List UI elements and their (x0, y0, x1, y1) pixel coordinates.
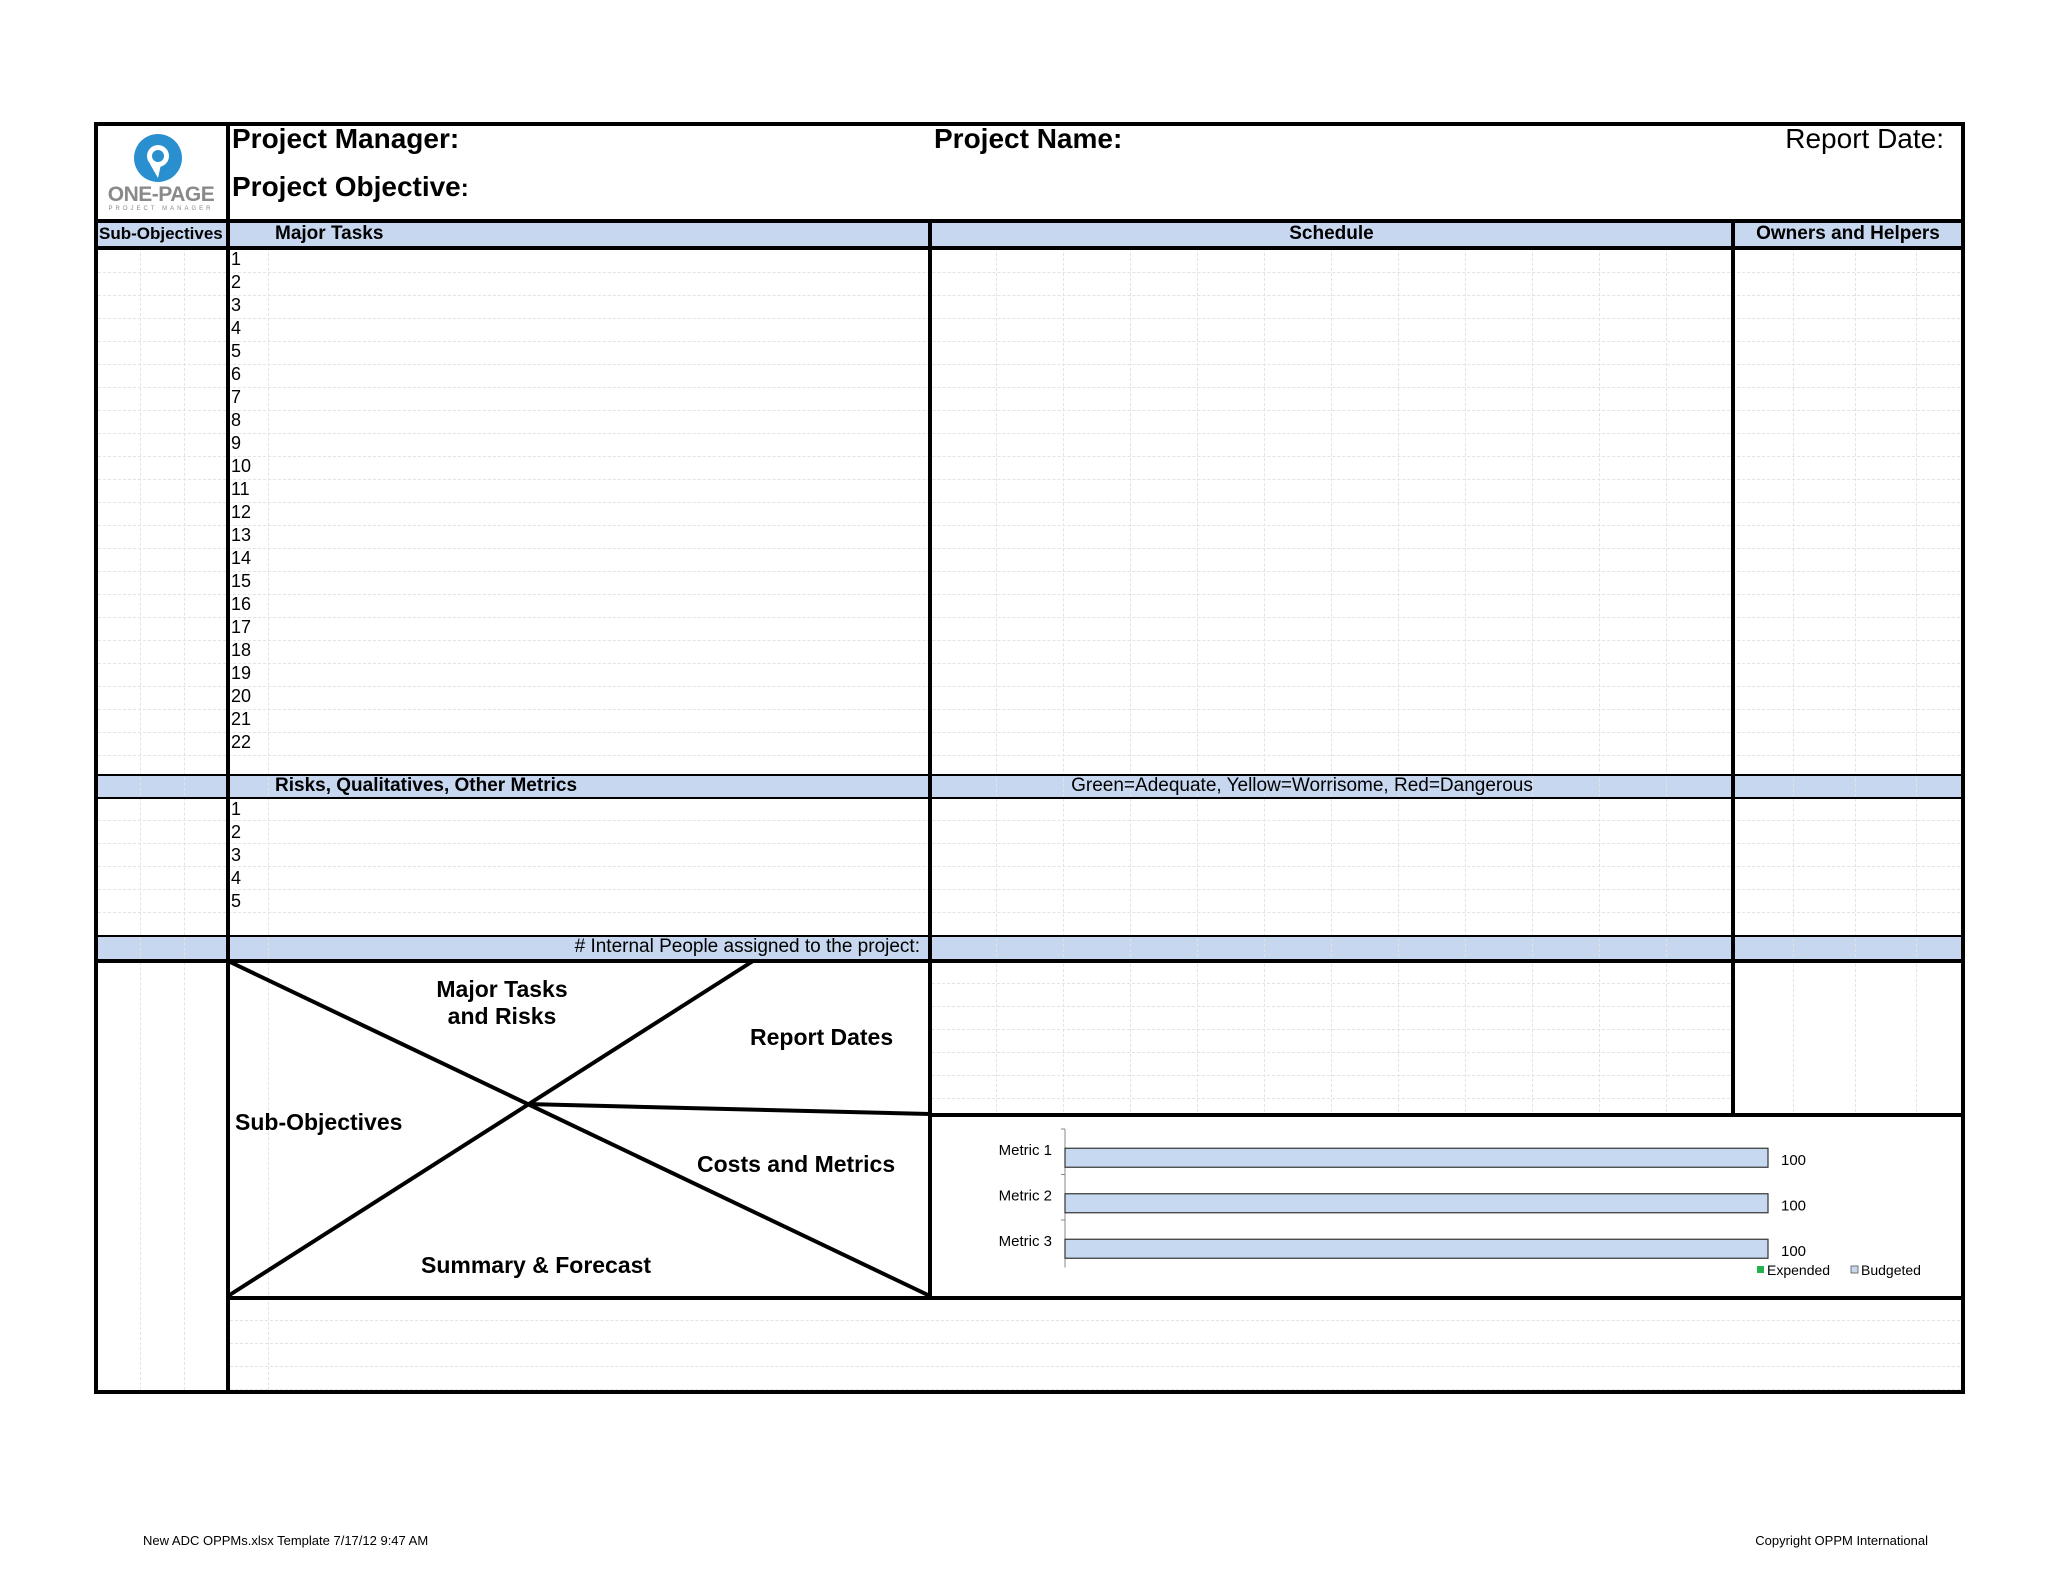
chart-legend-label: Expended (1767, 1262, 1831, 1278)
gridline (98, 709, 1960, 710)
chart-legend-swatch (1757, 1266, 1764, 1273)
gridline (1666, 248, 1667, 1112)
diagram-sub-objectives: Sub-Objectives (235, 1109, 403, 1135)
gridline (98, 686, 1960, 687)
gridline (98, 525, 1960, 526)
risk-legend: Green=Adequate, Yellow=Worrisome, Red=Dangerous (1071, 775, 1533, 796)
schedule-header: Schedule (1289, 223, 1374, 244)
gridline (98, 410, 1960, 411)
project-manager-label: Project Manager: (232, 123, 460, 154)
task-number: 9 (231, 433, 242, 453)
gridline (1398, 248, 1399, 1112)
logo-subtext: PROJECT MANAGER (108, 206, 214, 212)
gridline (98, 571, 1960, 572)
task-number: 3 (231, 295, 242, 315)
gridline (98, 456, 1960, 457)
project-objective-label (232, 171, 469, 203)
gridline (996, 248, 997, 1112)
gridline (98, 387, 1960, 388)
gridline (1916, 248, 1917, 1112)
sub-objectives-header: Sub-Objectives (99, 224, 223, 243)
logo-text: ONE-PAGE (107, 183, 215, 206)
gridline (140, 248, 141, 1390)
task-number: 16 (231, 594, 252, 614)
project-objective-text: Project Objective (232, 171, 461, 202)
gridline (98, 663, 1960, 664)
task-number: 10 (231, 456, 252, 476)
risk-number: 4 (231, 868, 242, 888)
gridline (1465, 248, 1466, 1112)
task-number: 6 (231, 364, 242, 384)
gridline (98, 912, 1960, 913)
gridline (98, 318, 1960, 319)
column-header-bottom (94, 246, 1965, 250)
chart-legend-swatch (1851, 1266, 1858, 1273)
gridline (1599, 248, 1600, 1112)
risks-header-bottom (94, 797, 1965, 799)
chart-category-label: Metric 3 (998, 1232, 1052, 1250)
diagram-line-c (526, 1104, 930, 1114)
chart-data-label: 100 (1781, 1151, 1807, 1169)
risks-header: Risks, Qualitatives, Other Metrics (275, 775, 578, 796)
task-number: 5 (231, 341, 242, 361)
gridline (1532, 248, 1533, 1112)
chart-bar-budgeted (1065, 1148, 1768, 1167)
risk-number: 1 (231, 799, 242, 819)
task-number: 11 (231, 479, 250, 499)
task-number: 13 (231, 525, 252, 545)
chart-legend-label: Budgeted (1861, 1262, 1921, 1278)
footer-right: Copyright OPPM International (1755, 1533, 1928, 1548)
gridline (1264, 248, 1265, 1112)
risk-number: 3 (231, 845, 242, 865)
chart-category-label: Metric 2 (998, 1187, 1052, 1205)
task-number: 2 (231, 272, 242, 292)
people-top (94, 935, 1965, 937)
gridline (184, 248, 185, 1390)
gridline (1793, 248, 1794, 1112)
metrics-chart (932, 1117, 1960, 1293)
chart-category-label: Metric 1 (998, 1141, 1052, 1159)
diagram-report-dates: Report Dates (750, 1024, 894, 1050)
task-number: 4 (231, 318, 242, 338)
gridline (98, 433, 1960, 434)
gridline (98, 640, 1960, 641)
gridline (1855, 248, 1856, 1112)
chart-data-label: 100 (1781, 1197, 1807, 1215)
logo (98, 130, 224, 216)
gridline (98, 272, 1960, 273)
task-number: 1 (231, 249, 242, 269)
frame-left (94, 122, 98, 1394)
chart-data-label: 100 (1781, 1242, 1807, 1260)
chart-bar-budgeted (1065, 1239, 1768, 1258)
chart-bar-budgeted (1065, 1194, 1768, 1213)
gridline (1063, 248, 1064, 1112)
task-number: 15 (231, 571, 252, 591)
project-name-label: Project Name: (934, 123, 1123, 154)
gridline (98, 617, 1960, 618)
gridline (98, 594, 1960, 595)
gridline (1197, 248, 1198, 1112)
risk-number: 2 (231, 822, 242, 842)
project-objective-colon: : (460, 175, 469, 202)
gridline (98, 364, 1960, 365)
gridline (230, 1343, 1960, 1344)
gridline (98, 295, 1960, 296)
gridline (230, 1320, 1960, 1321)
diagram-costs-metrics: Costs and Metrics (697, 1151, 896, 1177)
task-number: 12 (231, 502, 252, 522)
gridline (98, 341, 1960, 342)
major-tasks-header: Major Tasks (275, 223, 384, 244)
owners-header: Owners and Helpers (1756, 223, 1940, 244)
gridline (98, 866, 1960, 867)
footer-left: New ADC OPPMs.xlsx Template 7/17/12 9:47 AM (143, 1533, 429, 1548)
risk-number: 5 (231, 891, 242, 911)
diagram-major-tasks-line2: and Risks (447, 1003, 557, 1029)
gridline (98, 755, 1960, 756)
schedule-owners-divider (1731, 219, 1735, 1115)
task-number: 19 (231, 663, 252, 683)
gridline (98, 548, 1960, 549)
frame-bottom (94, 1390, 1965, 1394)
diagram-summary-forecast: Summary & Forecast (421, 1252, 652, 1278)
task-number: 21 (231, 709, 252, 729)
task-list (231, 248, 251, 754)
gridline (98, 479, 1960, 480)
gridline (98, 820, 1960, 821)
gridline (1130, 248, 1131, 1112)
task-number: 18 (231, 640, 252, 660)
report-date-label: Report Date: (1785, 123, 1944, 154)
gridline (1331, 248, 1332, 1112)
frame-right (1961, 122, 1965, 1394)
risk-list (231, 798, 241, 913)
task-number: 8 (231, 410, 242, 430)
task-number: 7 (231, 387, 242, 407)
gridline (98, 502, 1960, 503)
gridline (230, 1366, 1960, 1367)
people-band (97, 936, 1963, 960)
gridline (98, 889, 1960, 890)
diagram-major-tasks (402, 976, 602, 1030)
task-number: 14 (231, 548, 252, 568)
internal-people-label: # Internal People assigned to the project: (574, 936, 920, 957)
diagram-major-tasks-line1: Major Tasks (436, 976, 568, 1002)
task-number: 22 (231, 732, 252, 752)
task-number: 20 (231, 686, 252, 706)
task-number: 17 (231, 617, 252, 637)
gridline (98, 843, 1960, 844)
gridline (98, 732, 1960, 733)
